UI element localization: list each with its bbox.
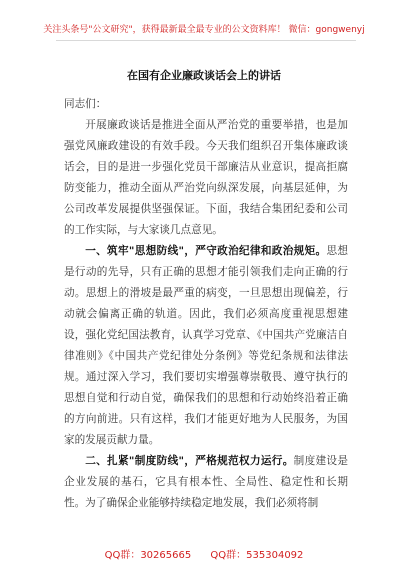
salutation: 同志们： (64, 98, 107, 110)
footer-contact (0, 546, 408, 561)
footer-qq-group-2: QQ群：535304092 (210, 550, 304, 561)
document-body (64, 94, 348, 514)
document-title: 在国有企业廉政谈话会上的讲话 (127, 69, 281, 82)
header-banner: 关注头条号"公文研究"，获得最新最全最专业的公文资料库！ 微信：gongwenyj (43, 25, 365, 35)
header-divider (56, 40, 356, 41)
paragraph-section-two (64, 451, 348, 514)
section-two-heading: 二、扎紧"制度防线"，严格规范权力运行。 (85, 455, 294, 467)
paragraph-intro (64, 115, 348, 241)
paragraph-text: 制度建设是企业发展的基石，它具有根本性、全局性、稳定性和长期性。为了确保企业能够持续稳定地发展，我们必须将制 (64, 455, 348, 509)
footer-qq-group-1: QQ群：30265665 (104, 550, 192, 561)
section-one-heading: 一、筑牢"思想防线"，严守政治纪律和政治规矩。 (85, 245, 327, 257)
paragraph-text: 开展廉政谈话是推进全面从严治党的重要举措，也是加强党风廉政建设的有效手段。今天我们组织召开集体廉政谈话会，目的是进一步强化党员干部廉洁从业意识，提高拒腐防变能力，推动全面从严治党向纵深发展，向基层延伸，为公司改革发展提供坚强保证。下面，我结合集团纪委和公司的工作实际，与大家谈几点意见。 (64, 119, 348, 236)
paragraph-text: 思想是行动的先导，只有正确的思想才能引领我们走向正确的行动。思想上的滑坡是最严重的病变，一旦思想出现偏差，行动就会偏离正确的轨道。因此，我们必须高度重视思想建设，强化党纪国法教育，认真学习党章、《中国共产党廉洁自律准则》《中国共产党纪律处分条例》等党纪条规和法律法规。通过深入学习，我们要切实增强尊崇敬畏、遵守执行的思想自觉和行动自觉，确保我们的思想和行动始终沿着正确的方向前进。只有这样，我们才能更好地为人民服务，为国家的发展贡献力量。 (64, 245, 348, 446)
paragraph-section-one (64, 241, 348, 451)
